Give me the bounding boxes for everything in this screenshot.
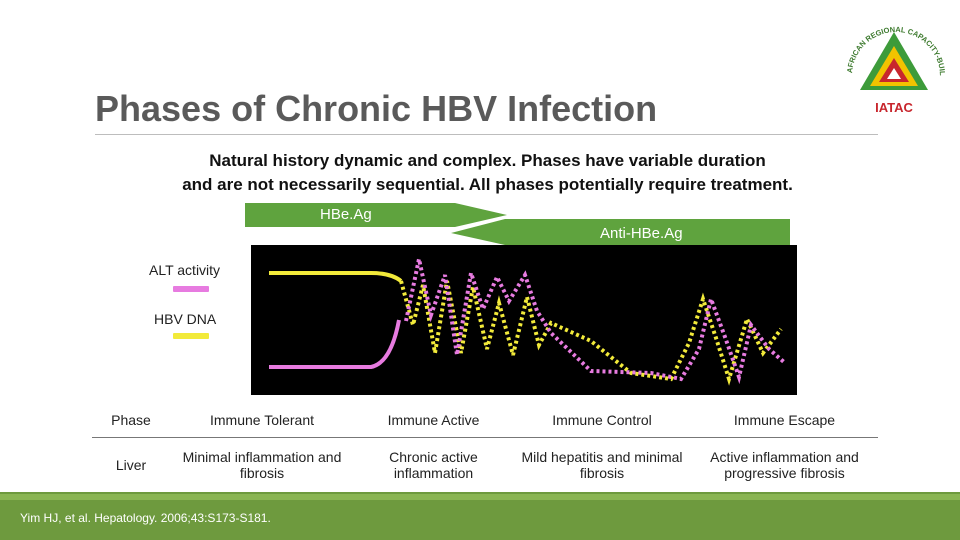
phase-table-wrapper: [92, 402, 890, 494]
table-row-header: [93, 403, 878, 438]
subtitle: [100, 149, 875, 197]
table-cell: Immune Escape: [692, 403, 878, 438]
table-row-liver: [93, 438, 878, 493]
hbeag-label: HBe.Ag: [320, 206, 372, 223]
page-title: Phases of Chronic HBV Infection: [95, 88, 658, 129]
subtitle-line-1: Natural history dynamic and complex. Phases have variable duration: [209, 151, 766, 170]
table-cell: Immune Active: [355, 403, 513, 438]
table-cell: Immune Tolerant: [170, 403, 355, 438]
table-cell: Immune Control: [513, 403, 692, 438]
alt-solid-line: [269, 320, 399, 367]
footer-bar-accent: [0, 494, 960, 500]
table-cell: Active inflammation and progressive fibrosis: [692, 438, 878, 493]
phase-table: [92, 402, 878, 493]
dna-legend-label: HBV DNA: [154, 311, 217, 327]
logo-text: AFRICAN REGIONAL CAPACITY-BUIL: [845, 24, 948, 76]
logo-mark: IATAC: [875, 100, 913, 115]
table-cell: Minimal inflammation and fibrosis: [170, 438, 355, 493]
hbv-dna-solid-line: [269, 273, 401, 281]
anti-hbeag-label: Anti-HBe.Ag: [600, 225, 683, 242]
table-cell: Chronic active inflammation: [355, 438, 513, 493]
alt-dotted-line: [406, 259, 785, 379]
dna-legend-swatch: [173, 333, 209, 339]
table-cell: Liver: [93, 438, 170, 493]
natural-history-graph: [251, 245, 797, 395]
table-cell: Phase: [93, 403, 170, 438]
title-rule: [95, 134, 878, 135]
hbeag-arrow: [245, 203, 507, 227]
iatac-logo: [836, 14, 952, 126]
alt-legend-swatch: [173, 286, 209, 292]
subtitle-line-2: and are not necessarily sequential. All phases potentially require treatment.: [182, 175, 793, 194]
table-cell: Mild hepatitis and minimal fibrosis: [513, 438, 692, 493]
citation: Yim HJ, et al. Hepatology. 2006;43:S173-S181.: [20, 511, 271, 525]
alt-legend-label: ALT activity: [149, 262, 221, 278]
